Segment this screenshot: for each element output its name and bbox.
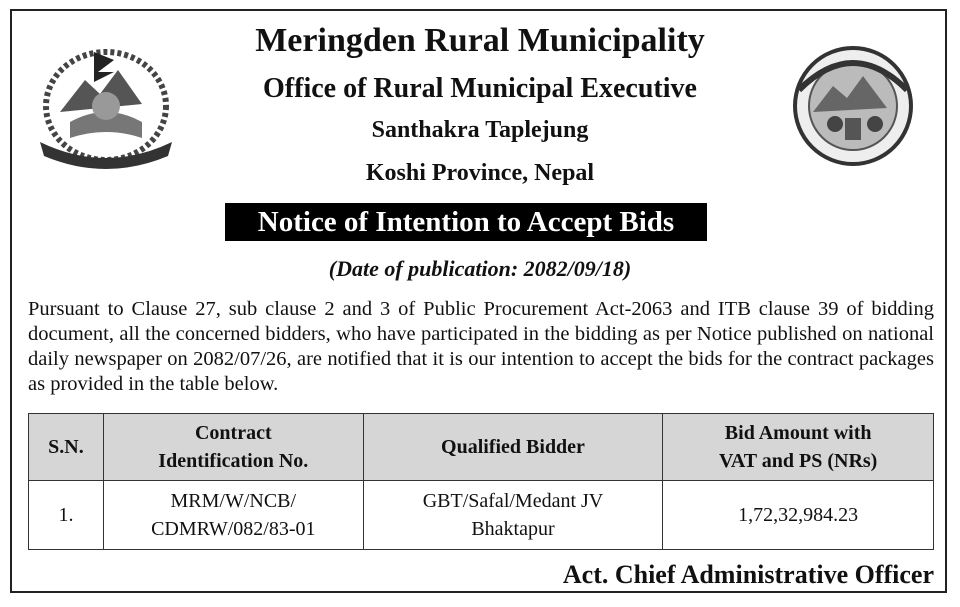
notice-body: Pursuant to Clause 27, sub clause 2 and 3 of Public Procurement Act-2063 and ITB clause 39 of bidding document, all the concerned bidders, who have participated in the bidding as per Notice published on national daily newspaper on 2082/07/26, are notified that it is our intention to accept the bids for the contract packages as provided in the table below. (28, 298, 934, 395)
header-contract-id: Contract Identification No. (103, 414, 363, 481)
cell-bidder: GBT/Safal/Medant JV Bhaktapur (363, 481, 663, 550)
bids-table (28, 413, 934, 550)
municipality-name: Meringden Rural Municipality (255, 22, 705, 59)
province-name: Koshi Province, Nepal (365, 160, 595, 186)
cell-sn: 1. (29, 481, 104, 550)
office-name: Office of Rural Municipal Executive (263, 73, 697, 104)
municipality-logo-icon (783, 40, 923, 170)
office-location: Santhakra Taplejung (371, 117, 589, 143)
nepal-emblem-icon (30, 42, 182, 170)
publication-date: (Date of publication: 2082/09/18) (328, 256, 632, 281)
notice-title: Notice of Intention to Accept Bids (225, 203, 707, 241)
cell-amount: 1,72,32,984.23 (663, 481, 934, 550)
signatory-title: Act. Chief Administrative Officer (562, 560, 934, 589)
table-header-row (29, 414, 934, 481)
header-sn: S.N. (29, 414, 104, 481)
table-row (29, 481, 934, 550)
header-qualified-bidder: Qualified Bidder (363, 414, 663, 481)
header-bid-amount: Bid Amount with VAT and PS (NRs) (663, 414, 934, 481)
cell-contract-id: MRM/W/NCB/ CDMRW/082/83-01 (103, 481, 363, 550)
